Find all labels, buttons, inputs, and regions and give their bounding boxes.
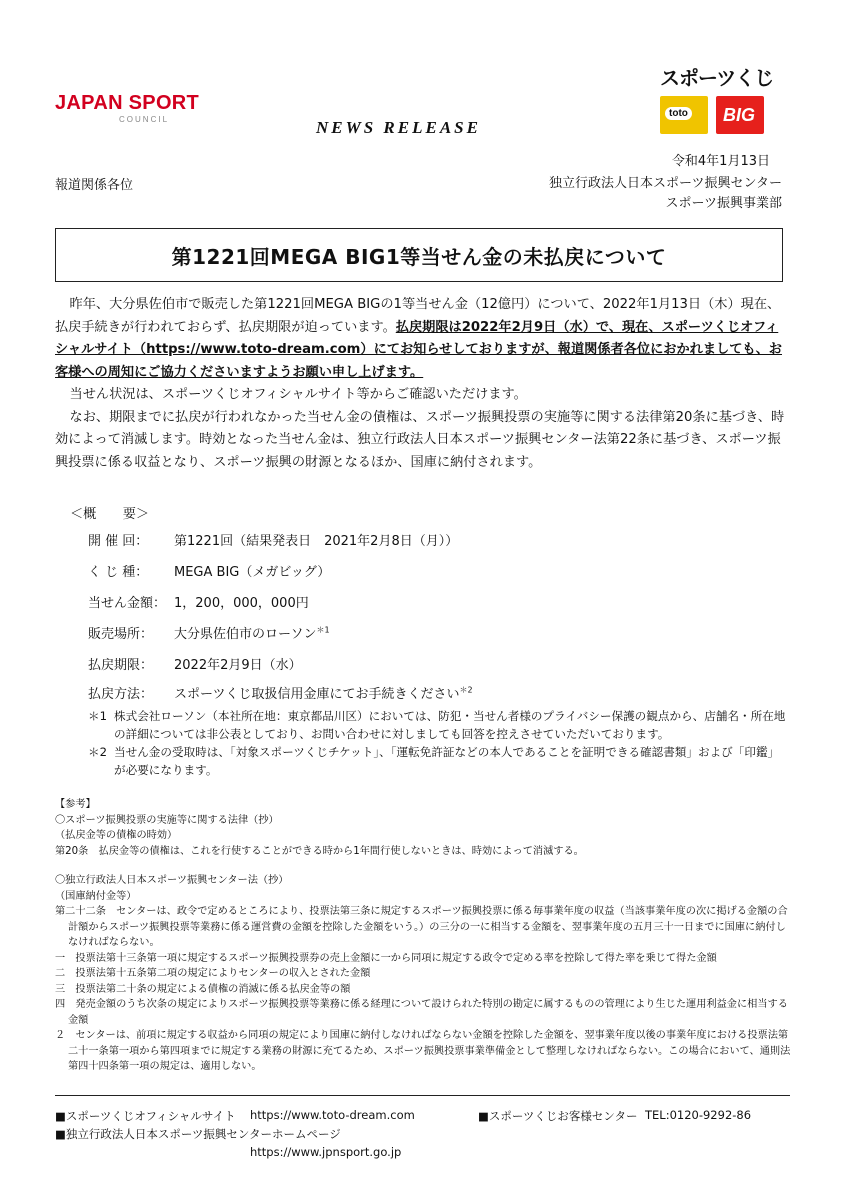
- law1-article: 第20条 払戻金等の債権は、これを行使することができる時から1年間行使しないときは、時効によって消滅する。: [55, 845, 584, 857]
- law2-caption: （国庫納付金等）: [55, 890, 137, 902]
- release-date: 令和4年1月13日: [671, 154, 770, 169]
- law1-caption: （払戻金等の債権の時効）: [55, 830, 178, 841]
- reference-section: [55, 797, 795, 1075]
- footnote: [88, 743, 788, 779]
- sportskuji-logo-text: スポーツくじ: [660, 66, 774, 90]
- footnote-text: 株式会社ローソン（本社所在地：東京都品川区）においては、防犯・当せん者様のプライバシー保護の観点から、店舗名・所在地の詳細については非公表としており、お問い合わせに対しましても回答を控えさせていただいております。: [114, 709, 786, 741]
- law2-paragraph-2: ２ センターは、前項に規定する収益から同項の規定により国庫に納付しなければならない金額を控除した金額を、翌事業年度以後の事業年度における投票法第二十一条第一項から第四項までに規定する業務の財源に充てるため、スポーツ振興投票事業準備金として整理しなければならない。この場合において、通則法第四十四条第一項の規定は、適用しない。: [55, 1030, 791, 1072]
- footer-site1-url[interactable]: https://www.toto-dream.com: [250, 1108, 415, 1122]
- overview-value: MEGA BIG（メガビッグ）: [174, 565, 331, 580]
- paragraph-1-text: 昨年、大分県佐伯市で販売した第1221回MEGA BIGの1等当せん金（12億円）について、2022年1月13日（木）現在、払戻手続きが行われておらず、払戻期限が迫っています。: [55, 297, 781, 335]
- footnote-marker: ＊1: [88, 709, 107, 723]
- overview-heading: ＜概 要＞: [70, 507, 150, 522]
- footer-divider: [55, 1095, 790, 1096]
- big-badge-text: BIG: [723, 105, 756, 125]
- law2-item: 四 発売金額のうち次条の規定によりスポーツ振興投票等業務に係る経理について設けられた特別の勘定に属するものの管理により生じた運用利益金に相当する金額: [55, 999, 788, 1026]
- jsc-logo: [55, 92, 199, 124]
- law2-item: 一 投票法第十三条第一項に規定するスポーツ振興投票券の売上金額に一から同項に規定する政令で定める率を控除して得た率を乗じて得た金額: [55, 952, 717, 964]
- body-text: [55, 294, 785, 474]
- footnote: [88, 707, 788, 743]
- law2-item: 二 投票法第十五条第二項の規定によりセンターの収入とされた金額: [55, 968, 371, 979]
- overview-row: [88, 683, 473, 702]
- reference-heading: 【参考】: [55, 799, 96, 810]
- law2-article: 第二十二条 センターは、政令で定めるところにより、投票法第三条に規定するスポーツ振興投票に係る毎事業年度の収益（当該事業年度の次に掲げる金額の合計額からスポーツ振興投票等業務に係る運営費の金額を控除した金額をいう。）の三分の一に相当する金額を、翌事業年度の五月三十一日までに国庫に納付しなければならない。: [55, 906, 788, 948]
- overview-key: 当せん金額：: [88, 596, 167, 611]
- overview-row: [88, 623, 330, 642]
- overview-row: [88, 561, 330, 580]
- toto-badge-text: toto: [665, 107, 692, 120]
- page-title: 第1221回MEGA BIG1等当せん金の未払戻について: [171, 244, 667, 269]
- footer-site2-url[interactable]: https://www.jpnsport.go.jp: [250, 1145, 402, 1159]
- footnote-marker: ＊2: [88, 745, 107, 759]
- recipients: 報道関係各位: [55, 178, 134, 193]
- toto-logo-badge: [660, 96, 708, 134]
- overview-value: 大分県佐伯市のローソン: [174, 627, 317, 642]
- paragraph-1-emphasis: 払戻期限は2022年2月9日（水）で、現在、スポーツくじオフィシャルサイト（https://www.toto-dream.com）にてお知らせしておりますが、報道関係者各位におかれましても、お客様への周知にご協力くださいますようお願い申し上げます。: [55, 319, 782, 380]
- sportskuji-logo: [660, 66, 780, 134]
- paragraph-3: なお、期限までに払戻が行われなかった当せん金の債権は、スポーツ振興投票の実施等に関する法律第20条に基づき、時効によって消滅します。時効となった当せん金は、独立行政法人日本スポーツ振興センター法第22条に基づき、スポーツ振興投票に係る収益となり、スポーツ振興の財源となるほか、国庫に納付されます。: [55, 409, 785, 470]
- title-box: [55, 228, 783, 282]
- overview-value: 1，200，000，000円: [174, 596, 309, 611]
- overview-key: 開 催 回：: [88, 534, 149, 549]
- overview-key: く じ 種：: [88, 565, 149, 580]
- footer-center-tel: TEL:0120-9292-86: [645, 1108, 752, 1122]
- overview-row: [88, 592, 309, 611]
- overview-key: 払戻期限：: [88, 658, 154, 673]
- footnotes: [88, 707, 788, 779]
- issuing-organization: [549, 174, 782, 214]
- overview-value: 2022年2月9日（水）: [174, 658, 302, 673]
- overview-key: 販売場所：: [88, 627, 154, 642]
- overview-value: 第1221回（結果発表日 2021年2月8日（月））: [174, 534, 459, 549]
- org-department: スポーツ振興事業部: [665, 196, 782, 211]
- law1-title: 〇スポーツ振興投票の実施等に関する法律（抄）: [55, 814, 279, 826]
- footer-site2-label: ■独立行政法人日本スポーツ振興センターホームページ: [55, 1127, 341, 1141]
- overview-row: [88, 654, 302, 673]
- jsc-logo-sub: COUNCIL: [119, 115, 170, 124]
- big-logo-badge: [716, 96, 764, 134]
- footnote-text: 当せん金の受取時は、「対象スポーツくじチケット」、「運転免許証などの本人であることを証明できる確認書類」および「印鑑」が必要になります。: [114, 745, 780, 777]
- footnote-mark: ＊2: [459, 685, 473, 695]
- jsc-logo-main: JAPAN SPORT: [55, 92, 200, 114]
- news-release-heading: NEWS RELEASE: [316, 118, 481, 137]
- overview-key: 払戻方法：: [88, 687, 154, 702]
- org-name: 独立行政法人日本スポーツ振興センター: [549, 176, 782, 191]
- footer-center-label: ■スポーツくじお客様センター: [478, 1109, 638, 1123]
- paragraph-1: [55, 294, 785, 384]
- law2-item: 三 投票法第二十条の規定による債権の消滅に係る払戻金等の額: [55, 983, 351, 995]
- paragraph-2: 当せん状況は、スポーツくじオフィシャルサイト等からご確認いただけます。: [69, 387, 527, 402]
- footnote-mark: ＊1: [316, 625, 330, 635]
- overview-value: スポーツくじ取扱信用金庫にてお手続きください: [174, 687, 460, 702]
- footer-site1-label: ■スポーツくじオフィシャルサイト: [55, 1109, 236, 1123]
- law2-title: 〇独立行政法人日本スポーツ振興センター法（抄）: [55, 875, 289, 886]
- overview-row: [88, 530, 458, 549]
